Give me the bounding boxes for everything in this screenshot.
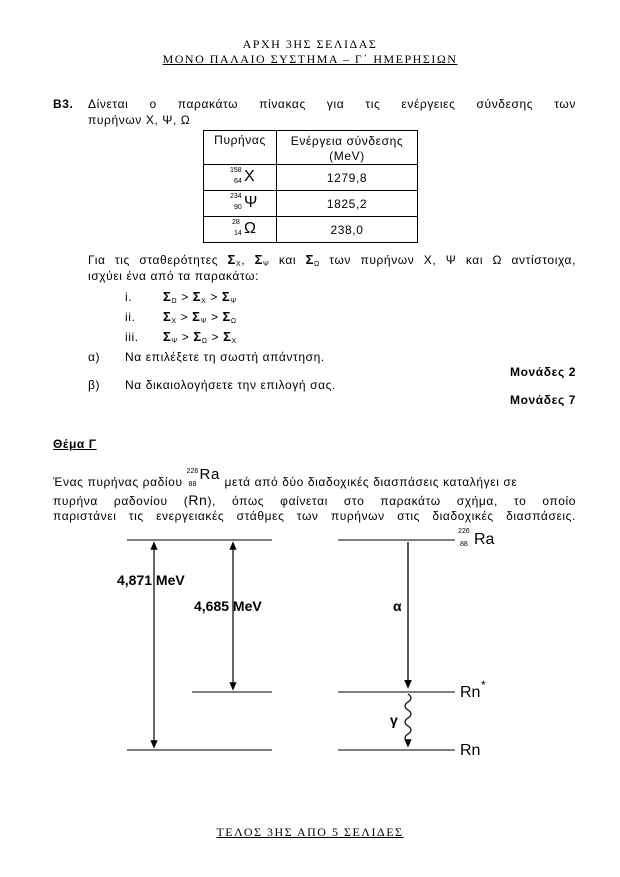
page-footer: ΤΕΛΟΣ 3ΗΣ ΑΠΟ 5 ΣΕΛΙΔΕΣ xyxy=(216,825,404,839)
alpha-label: α xyxy=(393,598,402,614)
atomic-number: 90 xyxy=(234,204,242,211)
subscript: Ψ xyxy=(171,338,178,345)
part-b-marks: Μονάδες 7 xyxy=(510,393,576,407)
atomic-number: 88 xyxy=(188,481,197,488)
table-header-energy-line2: (MeV) xyxy=(329,148,365,163)
rn-ground-label: Rn xyxy=(460,742,481,759)
gt-sign: > xyxy=(180,310,189,324)
nucleus-symbol: Ra xyxy=(474,531,495,548)
gt-sign: > xyxy=(210,310,219,324)
nucleus-symbol: Ra xyxy=(199,466,220,483)
atomic-number: 14 xyxy=(234,230,242,237)
subscript: Ω xyxy=(314,261,320,268)
subscript: Ψ xyxy=(200,318,208,325)
para-text: μετά από δύο διαδοχικές διασπάσεις καταλήγει σε xyxy=(224,475,518,489)
subscript: Χ xyxy=(231,338,237,345)
excited-star: * xyxy=(481,678,486,692)
para-text: των πυρήνων Χ, Ψ και Ω αντίστοιχα, xyxy=(329,253,577,267)
part-a-text: Να επιλέξετε τη σωστή απάντηση. xyxy=(125,350,325,364)
sigma-symbol: Σ xyxy=(192,289,202,304)
energy-cell: 1279,8 xyxy=(277,165,418,191)
energy-cell: 238,0 xyxy=(277,217,418,243)
sigma-symbol: Σ xyxy=(222,309,231,324)
mass-number: 234 xyxy=(230,193,242,200)
nucleus-symbol: Rn xyxy=(460,684,481,701)
stability-paragraph-line2: ισχύει ένα από τα παρακάτω: xyxy=(88,269,260,283)
question-intro-line1: Δίνεται ο παρακάτω πίνακας για τις ενέργειες σύνδεσης των xyxy=(88,97,576,111)
sigma-symbol: Σ xyxy=(193,329,202,344)
gt-sign: > xyxy=(211,330,220,344)
mass-number: 226 xyxy=(186,468,199,475)
mass-number: 158 xyxy=(230,167,242,174)
gt-sign: > xyxy=(181,290,189,304)
subscript: Χ xyxy=(171,318,177,325)
table-header-nucleus: Πυρήνας xyxy=(204,131,277,165)
ra-level-label xyxy=(458,528,508,552)
table-header-energy-line1: Ενέργεια σύνδεσης xyxy=(290,133,404,148)
page-header-title: ΑΡΧΗ 3ΗΣ ΣΕΛΙΔΑΣ xyxy=(242,37,378,51)
subscript: Χ xyxy=(235,261,242,268)
subscript: Χ xyxy=(201,298,207,305)
atomic-number: 88 xyxy=(460,541,468,548)
sigma-symbol: Σ xyxy=(192,309,201,324)
part-b-text: Να δικαιολογήσετε την επιλογή σας. xyxy=(125,378,336,392)
nucleus-symbol: Ω xyxy=(244,220,257,237)
nucleus-symbol: Ψ xyxy=(244,194,258,211)
rn-excited-label xyxy=(460,678,500,706)
subscript: Ψ xyxy=(263,261,270,268)
part-a-label: α) xyxy=(88,350,101,364)
stability-paragraph-line1: Για τις σταθερότητες $\Sigma_X$, $\Sigma_\Psi$ και $\Sigma_\Omega$ των πυρήνων Χ, Ψ και Ω αντίστοιχα, xyxy=(88,252,577,268)
energy-cell: 1825,2 xyxy=(277,191,418,217)
option-number: iii. xyxy=(125,330,139,344)
para-text: Ένας πυρήνας ραδίου xyxy=(53,475,183,489)
sigma-symbol: Σ xyxy=(163,329,172,344)
theme-g-line3: παριστάνει τις ενεργειακές στάθμες των πυρήνων στις διαδοχικές διασπάσεις. xyxy=(53,509,576,523)
sigma-symbol: Σ xyxy=(223,329,232,344)
sigma-symbol: Σ xyxy=(227,252,236,267)
para-text: Για τις σταθερότητες xyxy=(88,253,219,267)
para-text: πυρήνα ραδονίου ( xyxy=(53,494,189,508)
gamma-label: γ xyxy=(390,712,398,728)
gt-sign: > xyxy=(181,330,190,344)
option-number: ii. xyxy=(125,310,136,324)
page-header-subtitle: ΜΟΝΟ ΠΑΛΑΙΟ ΣΥΣΤΗΜΑ – Γ΄ ΗΜΕΡΗΣΙΩΝ xyxy=(162,52,458,66)
nucleus-symbol: X xyxy=(244,168,256,185)
mass-number: 226 xyxy=(458,528,470,535)
sigma-symbol: Σ xyxy=(254,252,264,267)
sigma-symbol: Σ xyxy=(221,289,231,304)
question-intro-line2: πυρήνων Χ, Ψ, Ω xyxy=(88,113,191,127)
subscript: Ψ xyxy=(230,298,237,305)
question-label: Β3. xyxy=(53,97,74,111)
alpha-energy-label: 4,685 MeV xyxy=(194,598,262,614)
radon-symbol: Rn xyxy=(188,492,208,508)
sigma-symbol: Σ xyxy=(305,252,315,267)
para-text: και xyxy=(278,253,297,267)
part-a-marks: Μονάδες 2 xyxy=(510,365,576,379)
subscript: Ω xyxy=(201,338,208,345)
option-number: i. xyxy=(125,290,133,304)
subscript: Ω xyxy=(171,298,178,305)
para-text: ), όπως φαίνεται στο παρακάτω σχήμα, το οποίο xyxy=(207,494,577,508)
gt-sign: > xyxy=(210,290,218,304)
part-b-label: β) xyxy=(88,378,101,392)
mass-number: 28 xyxy=(232,219,240,226)
subscript: Ω xyxy=(230,318,237,325)
section-title: Θέμα Γ xyxy=(53,437,97,451)
atomic-number: 64 xyxy=(234,178,242,185)
sigma-symbol: Σ xyxy=(163,289,172,304)
total-energy-label: 4,871 MeV xyxy=(117,572,185,588)
sigma-symbol: Σ xyxy=(163,309,172,324)
gamma-decay-arrow xyxy=(405,694,411,744)
